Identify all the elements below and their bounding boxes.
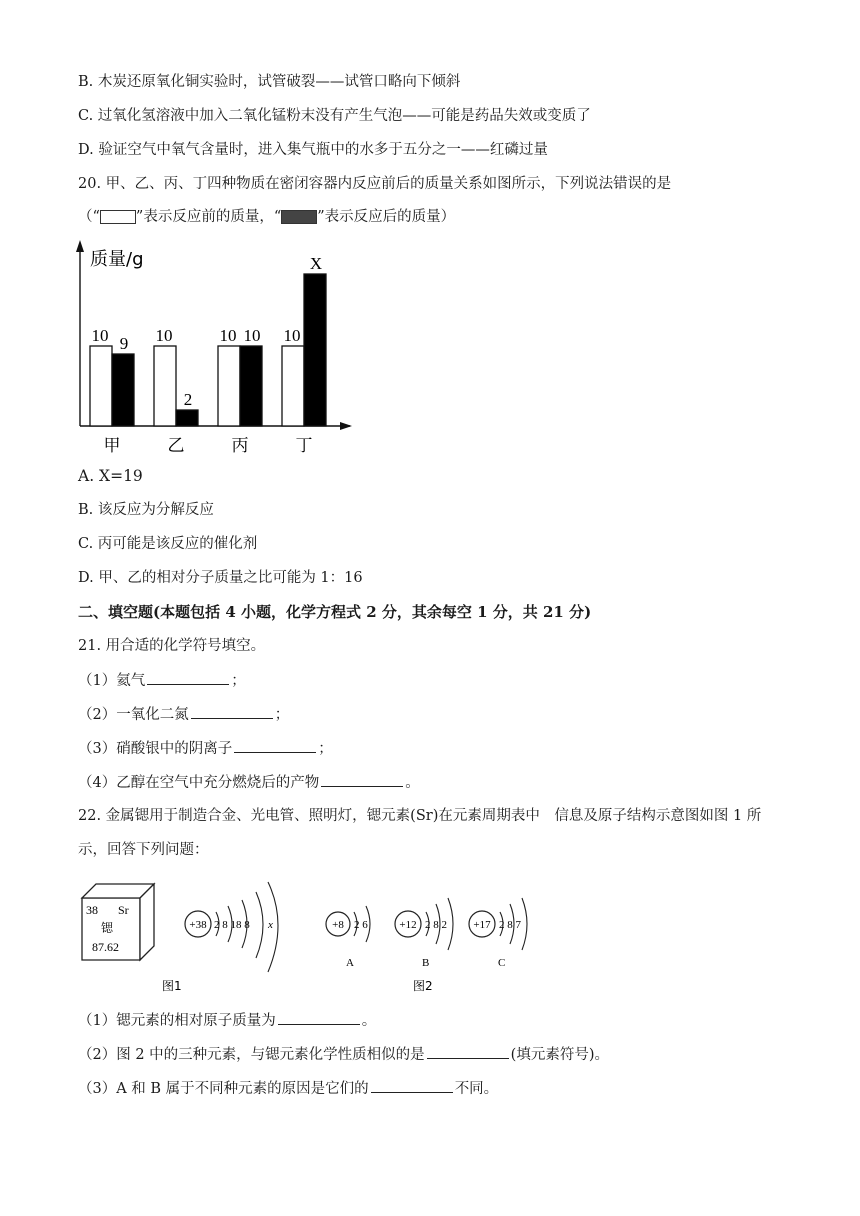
q22-stem-line1: 22. 金属锶用于制造合金、光电管、照明灯，锶元素(Sr)在元素周期表中 信息及原子结构示意图如图 1 所: [78, 808, 762, 824]
q21-item-3-prefix: （3）硝酸银中的阴离子: [78, 741, 233, 757]
fig2-atom-a: [326, 906, 370, 969]
bar-before-label: 10: [219, 326, 237, 345]
atom-c-label: C: [498, 957, 506, 969]
q22-item-1-blank[interactable]: [278, 1010, 360, 1025]
bar-after: [112, 354, 134, 426]
legend-close-text: ”表示反应后的质量）: [317, 209, 456, 225]
fig2-atom-c: [469, 898, 527, 969]
q22-stem-line2: 示，回答下列问题：: [78, 842, 209, 858]
q20-option-a: A. X=19: [78, 467, 143, 485]
q22-item-3: [78, 1078, 498, 1099]
mass-bar-chart: [70, 238, 360, 460]
atom-b-nucleus: +12: [399, 919, 417, 931]
legend-mid-text: ”表示反应前的质量，“: [135, 209, 282, 225]
x-tick-label: 甲: [103, 436, 121, 456]
element-number: 38: [86, 903, 98, 917]
bar-before-label: 10: [283, 326, 301, 345]
bar-after-label: 9: [119, 334, 129, 353]
x-tick-label: 乙: [167, 436, 185, 456]
q20-stem: 20. 甲、乙、丙、丁四种物质在密闭容器内反应前后的质量关系如图所示，下列说法错误的是: [78, 176, 672, 192]
bar-before-label: 10: [155, 326, 173, 345]
bar-before: [218, 346, 240, 426]
q20-option-d: D. 甲、乙的相对分子质量之比可能为 1：16: [78, 570, 363, 586]
x-axis-arrow: [340, 422, 352, 430]
q20-option-b: B. 该反应为分解反应: [78, 502, 214, 518]
fig2-caption: 图2: [413, 979, 433, 993]
q21-item-4: [78, 772, 420, 793]
q21-item-3-suffix: ；: [318, 741, 333, 757]
fig1-nucleus-charge: +38: [189, 919, 207, 931]
atom-c-nucleus: +17: [473, 919, 491, 931]
bar-before-label: 10: [91, 326, 109, 345]
bar-after: [176, 410, 198, 426]
bar-after: [240, 346, 262, 426]
q21-item-4-blank[interactable]: [321, 772, 403, 787]
fig1-atom-diagram: [162, 882, 278, 993]
q22-item-2-blank[interactable]: [427, 1044, 509, 1059]
fig1-caption: 图1: [162, 979, 182, 993]
q21-item-3-blank[interactable]: [234, 738, 316, 753]
q21-item-1: [78, 670, 246, 691]
atom-b-label: B: [422, 957, 430, 969]
q19-option-b: B. 木炭还原氧化铜实验时，试管破裂——试管口略向下倾斜: [78, 74, 461, 90]
element-card: [82, 884, 154, 960]
y-axis-label: 质量/g: [90, 249, 144, 270]
q21-item-3: [78, 738, 333, 759]
q22-item-3-blank[interactable]: [371, 1078, 453, 1093]
fig2-atom-b: [395, 898, 453, 969]
fig1-shells: 2 8 18 8: [214, 919, 250, 931]
atom-c-shells: 2 8 7: [499, 919, 521, 931]
bar-after: [304, 274, 326, 426]
atom-b-shells: 2 8 2: [425, 919, 447, 931]
bar-after-label: 10: [243, 326, 261, 345]
y-axis-arrow: [76, 240, 84, 252]
q22-item-1-suffix: 。: [361, 1013, 377, 1029]
atom-a-nucleus: +8: [332, 919, 344, 931]
element-name: 锶: [101, 921, 114, 935]
bar-after-label: X: [309, 254, 323, 273]
bar-before: [154, 346, 176, 426]
legend-after-swatch: [281, 210, 317, 224]
atom-a-label: A: [346, 957, 354, 969]
element-mass: 87.62: [92, 940, 119, 954]
q22-item-1-prefix: （1）锶元素的相对原子质量为: [78, 1013, 276, 1029]
x-tick-label: 丙: [231, 436, 249, 456]
q19-option-d: D. 验证空气中氧气含量时，进入集气瓶中的水多于五分之一——红磷过量: [78, 142, 548, 158]
fig1-last-shell: x: [268, 919, 273, 931]
x-tick-label: 丁: [295, 436, 313, 456]
q21-item-4-suffix: 。: [405, 775, 420, 791]
q21-item-1-suffix: ；: [231, 673, 246, 689]
q22-item-2: [78, 1044, 609, 1065]
q21-item-2-suffix: ；: [274, 707, 290, 723]
q21-item-1-prefix: （1）氦气: [78, 673, 146, 689]
element-symbol: Sr: [118, 903, 129, 917]
q21-item-2-blank[interactable]: [191, 704, 273, 719]
bar-after-label: 2: [183, 390, 193, 409]
legend-open-text: （“: [78, 209, 100, 225]
q20-legend: [78, 207, 455, 227]
q22-item-1: [78, 1010, 376, 1031]
q22-figures: [76, 868, 546, 998]
q20-option-c: C. 丙可能是该反应的催化剂: [78, 536, 258, 552]
legend-before-swatch: [100, 210, 136, 224]
q21-item-4-prefix: （4）乙醇在空气中充分燃烧后的产物: [78, 775, 320, 791]
q21-item-2: [78, 704, 289, 725]
q22-item-3-suffix: 不同。: [454, 1081, 499, 1097]
q21-stem: 21. 用合适的化学符号填空。: [78, 638, 266, 654]
bar-before: [90, 346, 112, 426]
q19-option-c: C. 过氧化氢溶液中加入二氧化锰粉末没有产生气泡——可能是药品失效或变质了: [78, 108, 591, 124]
q21-item-2-prefix: （2）一氧化二氮: [78, 707, 189, 723]
q22-item-2-suffix: (填元素符号)。: [510, 1047, 609, 1063]
q21-item-1-blank[interactable]: [147, 670, 229, 685]
bar-before: [282, 346, 304, 426]
section2-heading: 二、填空题(本题包括 4 小题，化学方程式 2 分，其余每空 1 分，共 21 分): [78, 603, 592, 621]
q22-item-3-prefix: （3）A 和 B 属于不同种元素的原因是它们的: [78, 1081, 369, 1097]
q22-item-2-prefix: （2）图 2 中的三种元素，与锶元素化学性质相似的是: [78, 1047, 425, 1063]
atom-a-shells: 2 6: [354, 919, 368, 931]
